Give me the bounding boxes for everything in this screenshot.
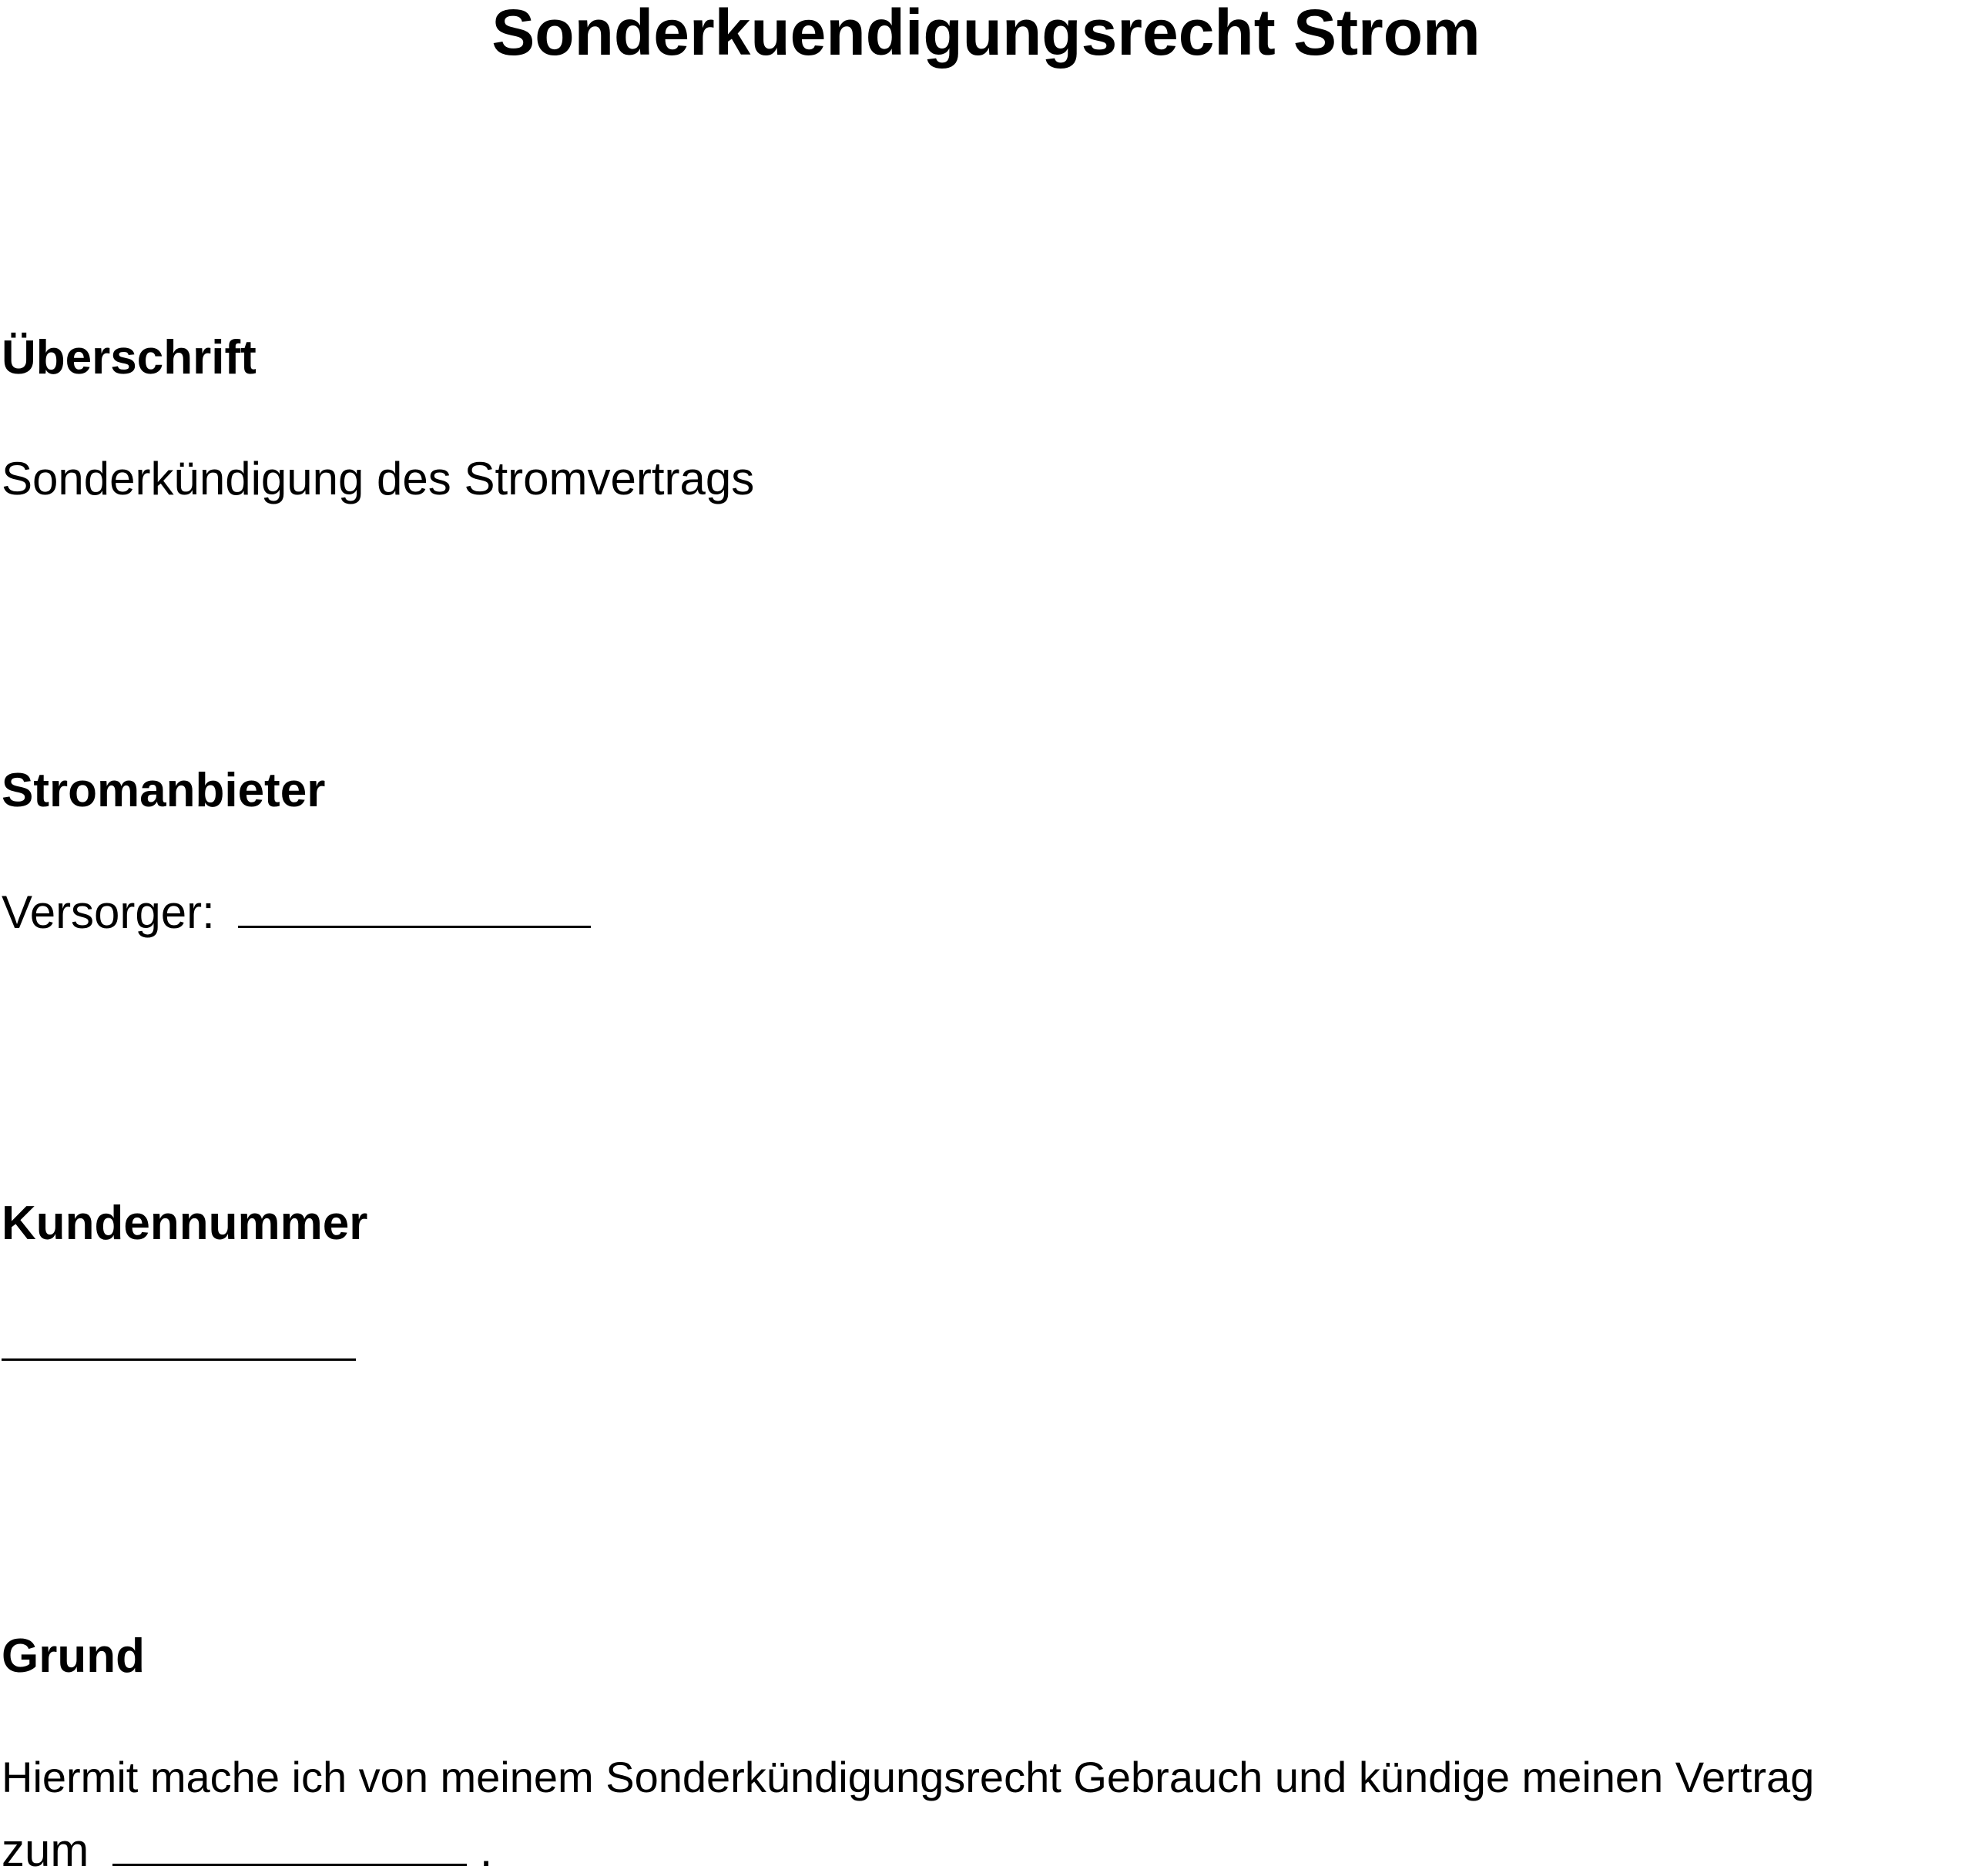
heading-ueberschrift: Überschrift [2, 331, 257, 384]
heading-grund: Grund [2, 1630, 145, 1683]
versorger-label: Versorger: [2, 886, 215, 938]
versorger-line [2, 886, 591, 938]
document-title: Sonderkuendigungsrecht Strom [491, 0, 1481, 69]
ueberschrift-text: Sonderkündigung des Stromvertrags [2, 453, 755, 504]
versorger-blank-field[interactable] [238, 889, 591, 928]
grund-text-line-1: Hiermit mache ich von meinem Sonderkündigungsrecht Gebrauch und kündige meinen Vertrag [2, 1753, 1815, 1801]
kundennummer-line [2, 1322, 356, 1368]
grund-text-line-2 [2, 1824, 493, 1876]
grund-period: . [479, 1824, 493, 1876]
kuendigungsdatum-blank-field[interactable] [112, 1827, 467, 1866]
grund-zum-label: zum [2, 1824, 89, 1876]
heading-stromanbieter: Stromanbieter [2, 764, 326, 817]
heading-kundennummer: Kundennummer [2, 1197, 368, 1250]
kundennummer-blank-field[interactable] [2, 1322, 356, 1361]
